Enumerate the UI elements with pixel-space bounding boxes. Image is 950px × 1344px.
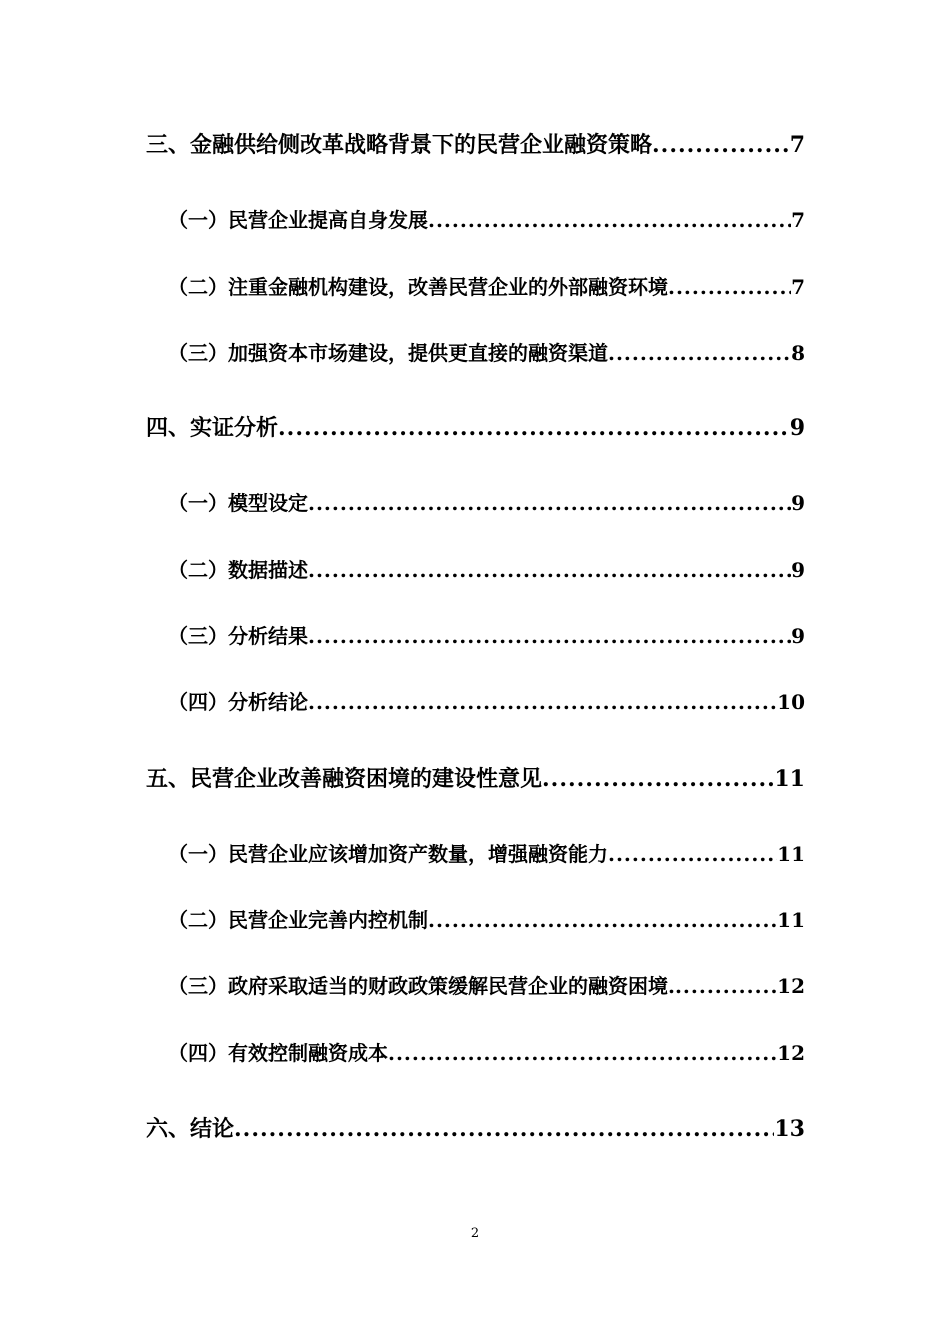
toc-dot-leader [668, 275, 791, 299]
toc-page-number: 7 [789, 132, 805, 158]
toc-entry-4-4 [168, 686, 805, 715]
toc-page-number: 9 [789, 415, 805, 441]
toc-page-number: 7 [791, 275, 805, 299]
toc-dot-leader [542, 766, 774, 792]
toc-page-number: 9 [791, 558, 805, 582]
toc-dot-leader [234, 1116, 774, 1142]
toc-entry-5-3 [168, 970, 805, 999]
toc-page-number: 12 [777, 1041, 805, 1065]
toc-page-number: 7 [791, 208, 805, 232]
toc-entry-label: （二）数据描述 [168, 558, 308, 582]
toc-entry-4-1 [168, 487, 805, 516]
toc-entry-3-3 [168, 337, 805, 366]
toc-entry-5-4 [168, 1037, 805, 1066]
toc-dot-leader [428, 208, 791, 232]
toc-dot-leader [388, 1041, 777, 1065]
toc-dot-leader [652, 132, 790, 158]
toc-entry-3-2 [168, 271, 805, 300]
toc-entry-label: 四、实证分析 [146, 415, 279, 441]
toc-entry-3-1 [168, 204, 805, 233]
toc-entry-4-2 [168, 554, 805, 583]
toc-entry-label: 六、结论 [146, 1116, 235, 1142]
toc-entry-5-1 [168, 838, 805, 867]
toc-page-number: 11 [774, 766, 805, 792]
toc-page-number: 13 [774, 1116, 805, 1142]
toc-entry-label: （三）政府采取适当的财政政策缓解民营企业的融资困境. [168, 974, 675, 998]
toc-entry-section-4 [146, 411, 805, 442]
toc-entry-label: （一）民营企业提高自身发展 [168, 208, 428, 232]
toc-dot-leader [308, 624, 791, 648]
toc-entry-section-5 [146, 762, 805, 793]
toc-page-number: 11 [777, 908, 805, 932]
toc-entry-label: （四）分析结论 [168, 690, 308, 714]
toc-page-number: 9 [791, 624, 805, 648]
toc-dot-leader [308, 558, 791, 582]
toc-dot-leader [428, 908, 777, 932]
toc-entry-label: （三）加强资本市场建设，提供更直接的融资渠道 [168, 341, 608, 365]
toc-dot-leader [675, 974, 777, 998]
toc-entry-label: （二）民营企业完善内控机制 [168, 908, 428, 932]
toc-entry-4-3 [168, 620, 805, 649]
toc-entry-label: （一）民营企业应该增加资产数量，增强融资能力 [168, 842, 608, 866]
toc-page-number: 10 [777, 690, 805, 714]
toc-page-number: 8 [791, 341, 805, 365]
toc-dot-leader [308, 491, 791, 515]
footer-page-number: 2 [470, 1226, 480, 1241]
toc-dot-leader [278, 415, 790, 441]
toc-dot-leader [608, 341, 791, 365]
toc-entry-label: 三、金融供给侧改革战略背景下的民营企业融资策略 [146, 132, 653, 158]
toc-entry-label: （二）注重金融机构建设，改善民营企业的外部融资环境 [168, 275, 668, 299]
toc-entry-label: 五、民营企业改善融资困境的建设性意见 [146, 766, 543, 792]
toc-page-number: 12 [777, 974, 805, 998]
toc-entry-label: （三）分析结果 [168, 624, 308, 648]
toc-entry-5-2 [168, 904, 805, 933]
toc-dot-leader [308, 690, 777, 714]
toc-page-number: 11 [777, 842, 805, 866]
toc-entry-label: （四）有效控制融资成本 [168, 1041, 388, 1065]
toc-page-number: 9 [791, 491, 805, 515]
toc-dot-leader [608, 842, 777, 866]
toc-entry-section-3 [146, 128, 805, 159]
toc-entry-section-6 [146, 1112, 805, 1143]
toc-entry-label: （一）模型设定 [168, 491, 308, 515]
